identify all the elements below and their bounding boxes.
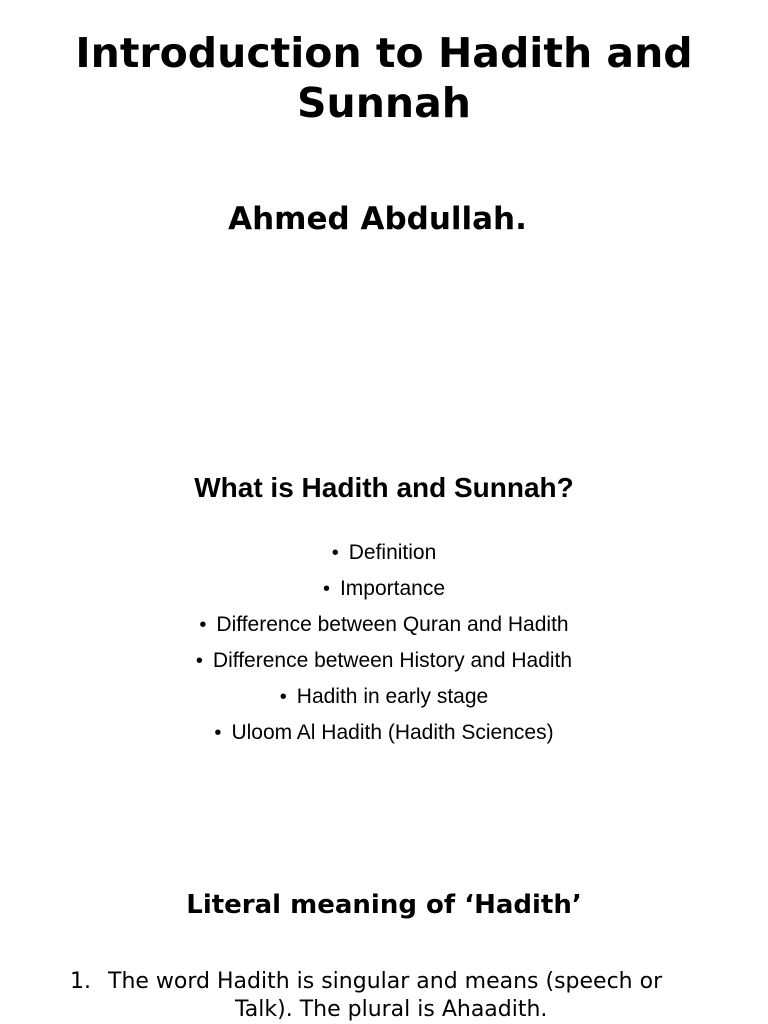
list-item-text-line-1: The word Hadith is singular and means (speech or (108, 969, 663, 994)
bullet-item-text: Uloom Al Hadith (Hadith Sciences) (231, 721, 554, 744)
bullet-item (0, 571, 768, 607)
numbered-list-item (70, 968, 710, 1024)
bullet-item-text: Importance (339, 577, 446, 600)
bullet-item (0, 715, 768, 751)
author-name: Ahmed Abdullah. (228, 201, 527, 237)
bullet-item (0, 679, 768, 715)
section-heading-what-is-hadith: What is Hadith and Sunnah? (194, 472, 574, 503)
bullet-icon: • (331, 542, 339, 564)
list-item-text-line-2: Talk). The plural is Ahaadith. (235, 997, 548, 1022)
bullet-icon: • (214, 722, 222, 744)
slide-title-line-1: Introduction to Hadith and (75, 29, 693, 77)
bullet-item-text: Difference between Quran and Hadith (216, 613, 569, 636)
list-item-number: 1. (70, 969, 91, 994)
bullet-icon: • (199, 614, 207, 636)
bullet-item-text: Difference between History and Hadith (212, 649, 573, 672)
bullet-icon: • (322, 578, 330, 600)
bullet-item-text: Definition (348, 541, 437, 564)
slide-title-line-2: Sunnah (297, 79, 471, 127)
slide-title (0, 28, 768, 128)
bullet-item (0, 643, 768, 679)
bullet-item-text: Hadith in early stage (296, 685, 489, 708)
bullet-icon: • (195, 650, 203, 672)
topics-bullet-list (0, 535, 768, 751)
section-heading-literal-meaning: Literal meaning of ‘Hadith’ (186, 890, 582, 920)
bullet-item (0, 607, 768, 643)
bullet-icon: • (279, 686, 287, 708)
bullet-item (0, 535, 768, 571)
